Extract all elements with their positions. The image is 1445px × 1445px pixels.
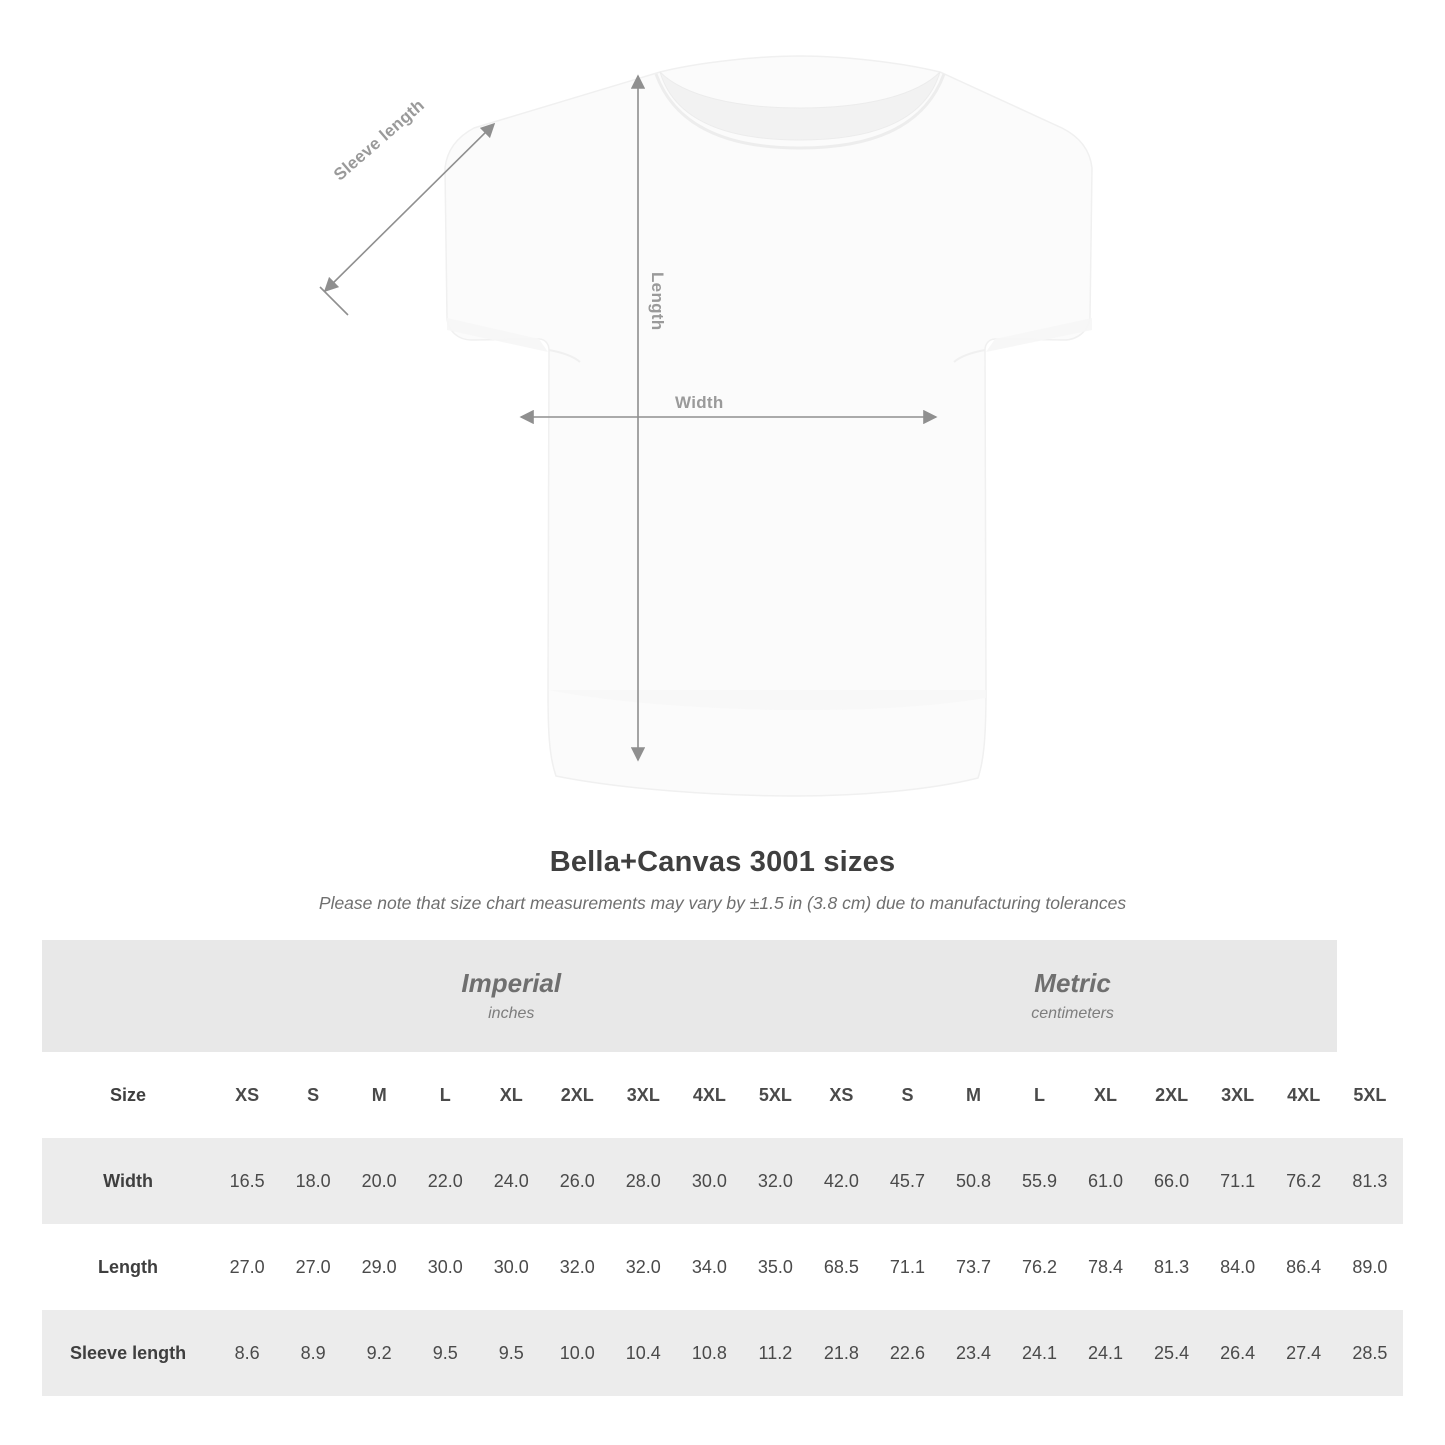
col-header: S [280, 1052, 346, 1138]
cell: 18.0 [280, 1138, 346, 1224]
unit-imperial-unit: inches [488, 1005, 535, 1023]
cell: 45.7 [874, 1138, 940, 1224]
cell: 24.0 [478, 1138, 544, 1224]
table-row [42, 1224, 1403, 1310]
cell: 30.0 [478, 1224, 544, 1310]
col-header: L [1007, 1052, 1073, 1138]
col-header: 2XL [1139, 1052, 1205, 1138]
row-label: Sleeve length [42, 1310, 214, 1396]
cell: 32.0 [544, 1224, 610, 1310]
unit-metric-unit: centimeters [1031, 1005, 1114, 1023]
col-header: 3XL [610, 1052, 676, 1138]
table-row [42, 1310, 1403, 1396]
cell: 29.0 [346, 1224, 412, 1310]
cell: 28.0 [610, 1138, 676, 1224]
cell: 21.8 [808, 1310, 874, 1396]
page-title: Bella+Canvas 3001 sizes [549, 846, 896, 878]
sleeve-length-label: Sleeve length [330, 95, 429, 185]
cell: 24.1 [1073, 1310, 1139, 1396]
cell: 10.8 [676, 1310, 742, 1396]
cell: 71.1 [1205, 1138, 1271, 1224]
cell: 30.0 [676, 1138, 742, 1224]
cell: 8.9 [280, 1310, 346, 1396]
unit-system-row [42, 940, 1403, 1052]
cell: 81.3 [1139, 1224, 1205, 1310]
tolerance-note: Please note that size chart measurements may vary by ±1.5 in (3.8 cm) due to manufacturing tolerances [318, 893, 1127, 913]
cell: 32.0 [742, 1138, 808, 1224]
col-header: 4XL [676, 1052, 742, 1138]
cell: 35.0 [742, 1224, 808, 1310]
cell: 9.5 [478, 1310, 544, 1396]
unit-imperial-name: Imperial [461, 967, 562, 998]
col-header: 3XL [1205, 1052, 1271, 1138]
cell: 71.1 [874, 1224, 940, 1310]
col-header: 2XL [544, 1052, 610, 1138]
col-header: XS [808, 1052, 874, 1138]
cell: 11.2 [742, 1310, 808, 1396]
col-header: 5XL [742, 1052, 808, 1138]
cell: 9.2 [346, 1310, 412, 1396]
cell: 27.0 [280, 1224, 346, 1310]
col-header: M [940, 1052, 1006, 1138]
cell: 89.0 [1337, 1224, 1403, 1310]
cell: 42.0 [808, 1138, 874, 1224]
cell: 86.4 [1271, 1224, 1337, 1310]
cell: 30.0 [412, 1224, 478, 1310]
col-header: 4XL [1271, 1052, 1337, 1138]
cell: 26.0 [544, 1138, 610, 1224]
row-label: Length [42, 1224, 214, 1310]
unit-spacer [42, 940, 214, 1052]
unit-imperial [214, 940, 808, 1052]
cell: 78.4 [1073, 1224, 1139, 1310]
cell: 32.0 [610, 1224, 676, 1310]
cell: 27.0 [214, 1224, 280, 1310]
cell: 66.0 [1139, 1138, 1205, 1224]
cell: 26.4 [1205, 1310, 1271, 1396]
cell: 68.5 [808, 1224, 874, 1310]
row-label: Width [42, 1138, 214, 1224]
cell: 25.4 [1139, 1310, 1205, 1396]
cell: 24.1 [1007, 1310, 1073, 1396]
unit-metric [808, 940, 1336, 1052]
cell: 84.0 [1205, 1224, 1271, 1310]
size-table-wrap [42, 940, 1403, 1396]
cell: 20.0 [346, 1138, 412, 1224]
title-block [0, 846, 1445, 914]
cell: 73.7 [940, 1224, 1006, 1310]
col-header: XL [1073, 1052, 1139, 1138]
cell: 23.4 [940, 1310, 1006, 1396]
unit-metric-name: Metric [1034, 967, 1111, 998]
cell: 76.2 [1007, 1224, 1073, 1310]
cell: 22.0 [412, 1138, 478, 1224]
cell: 8.6 [214, 1310, 280, 1396]
size-header-row [42, 1052, 1403, 1138]
cell: 10.0 [544, 1310, 610, 1396]
cell: 9.5 [412, 1310, 478, 1396]
col-header: XS [214, 1052, 280, 1138]
cell: 50.8 [940, 1138, 1006, 1224]
col-header: M [346, 1052, 412, 1138]
width-label: Width [675, 393, 724, 412]
cell: 61.0 [1073, 1138, 1139, 1224]
row-header-size: Size [42, 1052, 214, 1138]
cell: 34.0 [676, 1224, 742, 1310]
size-table [42, 940, 1403, 1396]
col-header: 5XL [1337, 1052, 1403, 1138]
cell: 10.4 [610, 1310, 676, 1396]
length-label: Length [648, 272, 667, 331]
cell: 16.5 [214, 1138, 280, 1224]
cell: 22.6 [874, 1310, 940, 1396]
cell: 27.4 [1271, 1310, 1337, 1396]
tshirt-shape [445, 56, 1092, 796]
table-row [42, 1138, 1403, 1224]
col-header: L [412, 1052, 478, 1138]
cell: 76.2 [1271, 1138, 1337, 1224]
cell: 28.5 [1337, 1310, 1403, 1396]
col-header: S [874, 1052, 940, 1138]
cell: 81.3 [1337, 1138, 1403, 1224]
col-header: XL [478, 1052, 544, 1138]
cell: 55.9 [1007, 1138, 1073, 1224]
